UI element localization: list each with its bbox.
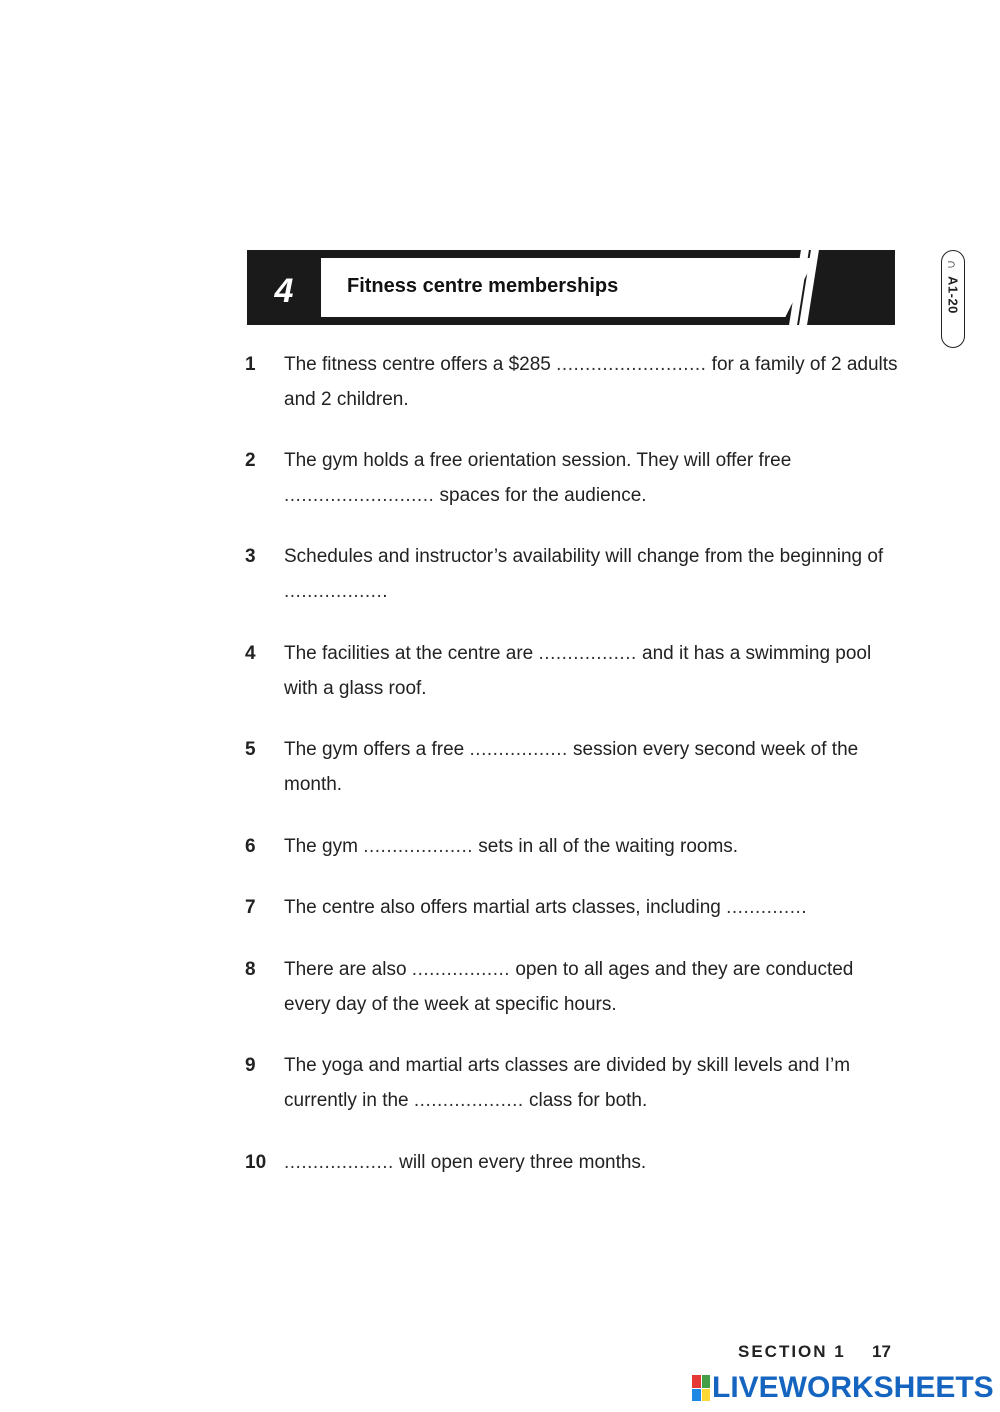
question-7 — [245, 890, 905, 925]
answer-blank[interactable]: ................. — [411, 959, 511, 980]
section-label: SECTION 1 — [738, 1342, 846, 1361]
answer-blank[interactable]: ................... — [363, 836, 474, 857]
question-number: 6 — [245, 836, 256, 857]
question-text: The facilities at the centre are ................. and it has a swimming pool with a glass roof. — [284, 643, 872, 699]
logo-square — [692, 1389, 701, 1402]
question-10 — [245, 1145, 905, 1180]
question-text: ................... will open every three months. — [284, 1152, 647, 1173]
question-3 — [245, 539, 905, 609]
answer-blank[interactable]: .......................... — [556, 354, 707, 375]
logo-square — [702, 1375, 711, 1388]
question-text: The yoga and martial arts classes are divided by skill levels and I’m currently in the ................... class for both. — [284, 1055, 851, 1111]
question-8 — [245, 952, 905, 1022]
question-text: The gym offers a free ................. session every second week of the month. — [284, 739, 859, 795]
exercise-banner — [247, 250, 895, 325]
exercise-title: Fitness centre memberships — [347, 275, 619, 297]
liveworksheets-watermark — [692, 1371, 994, 1405]
page-number: 17 — [872, 1342, 891, 1361]
logo-square — [692, 1375, 701, 1388]
question-text: The centre also offers martial arts classes, including .............. — [284, 897, 807, 918]
question-number: 8 — [245, 959, 256, 980]
question-text: The gym holds a free orientation session. They will offer free .......................... spaces for the audience. — [284, 450, 792, 506]
question-text: The gym ................... sets in all of the waiting rooms. — [284, 836, 739, 857]
liveworksheets-logo-icon — [692, 1375, 710, 1401]
question-text: Schedules and instructor’s availability will change from the beginning of .................. — [284, 546, 884, 602]
question-text: There are also ................. open to all ages and they are conducted every day of the week at specific hours. — [284, 959, 854, 1015]
question-number: 2 — [245, 450, 256, 471]
liveworksheets-text: LIVEWORKSHEETS — [712, 1371, 994, 1404]
question-5 — [245, 732, 905, 802]
question-number: 7 — [245, 897, 256, 918]
answer-blank[interactable]: ............. — [726, 897, 802, 918]
question-number: 1 — [245, 354, 256, 375]
answer-blank[interactable]: ................. — [469, 739, 568, 760]
logo-square — [702, 1389, 711, 1402]
question-number: 10 — [245, 1152, 267, 1173]
track-code: A1-20 — [945, 276, 961, 314]
question-4 — [245, 636, 905, 706]
question-number: 5 — [245, 739, 256, 760]
exercise-number: 4 — [274, 272, 294, 310]
answer-blank[interactable]: ................. — [538, 643, 637, 664]
answer-blank[interactable]: ................... — [284, 1152, 394, 1173]
question-text: The fitness centre offers a $285 .......................... for a family of 2 adults and 2 children. — [284, 354, 898, 410]
question-2 — [245, 443, 905, 513]
question-number: 9 — [245, 1055, 256, 1076]
answer-blank[interactable]: .......................... — [284, 485, 435, 506]
answer-blank[interactable]: ................... — [413, 1090, 524, 1111]
answer-blank[interactable]: ................. — [284, 581, 383, 602]
question-6 — [245, 829, 905, 864]
question-9 — [245, 1048, 905, 1118]
headphones-icon: ∩ — [945, 259, 961, 270]
question-number: 4 — [245, 643, 256, 664]
audio-track-badge[interactable] — [941, 250, 965, 348]
question-number: 3 — [245, 546, 256, 567]
question-1 — [245, 347, 905, 417]
